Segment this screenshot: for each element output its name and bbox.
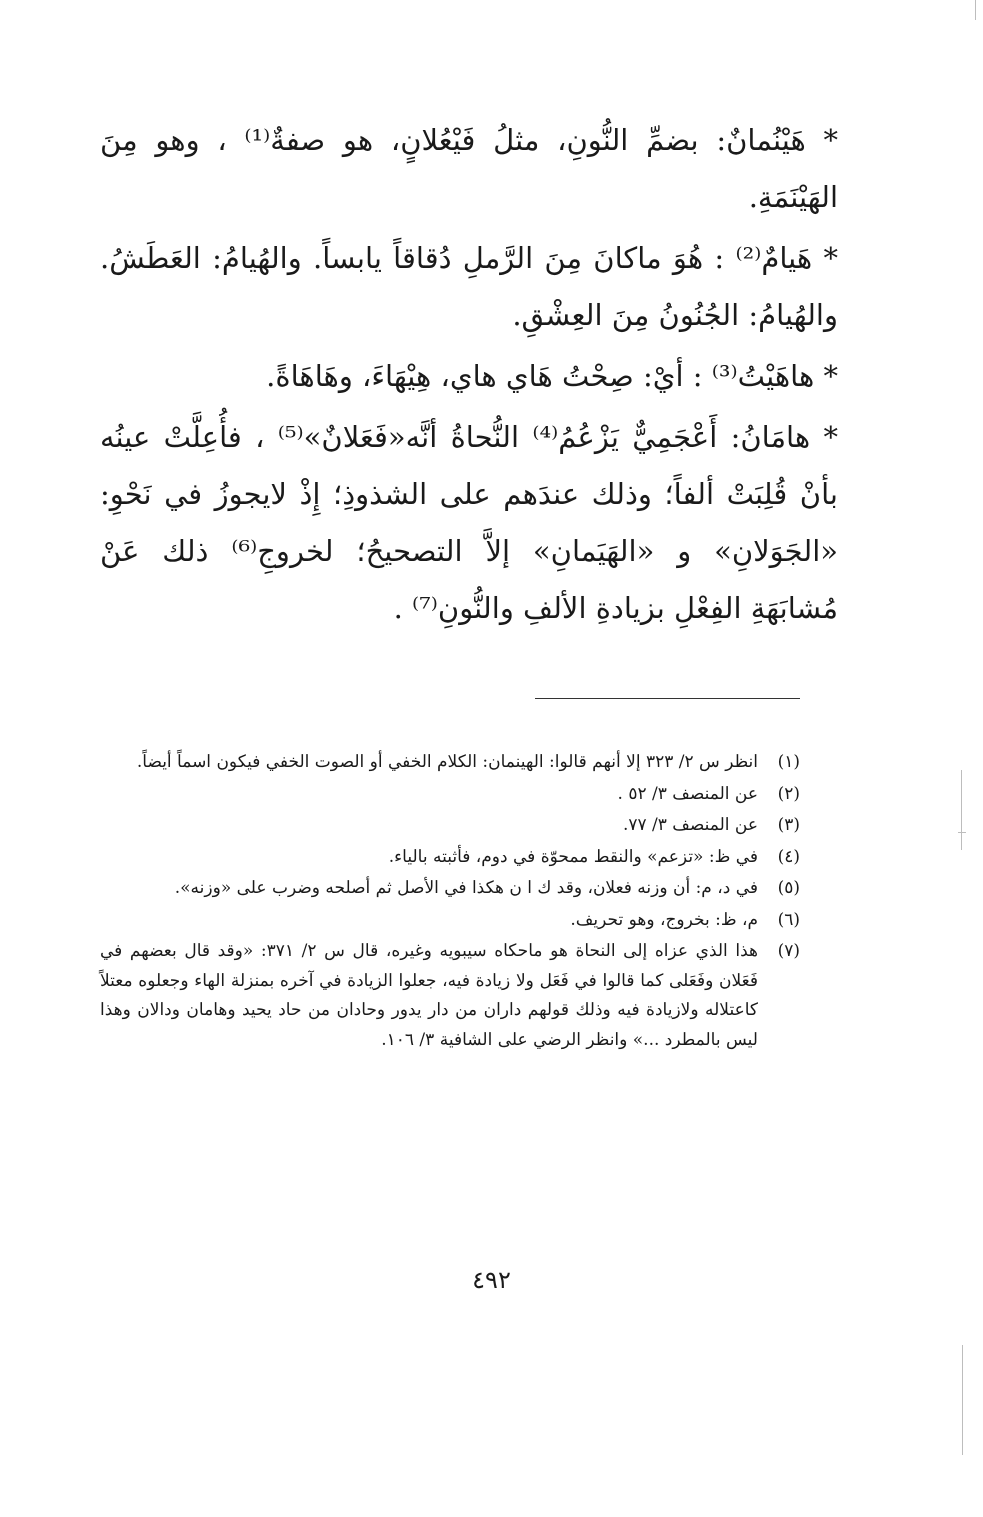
- entry-hayam: * هَيامٌ⁽²⁾ : هُوَ ماكانَ مِنَ الرَّملِ دُقاقاً يابساً. والهُيامُ: العَطَشُ. والهُيامُ: الجُنُونُ مِنَ العِشْقِ.: [100, 241, 838, 332]
- scan-artifact: [958, 832, 966, 833]
- footnote-text: انظر س ٢/ ٣٢٣ إلا أنهم قالوا: الهينمان: الكلام الخفي أو الصوت الخفي فيكون اسماً أيضاً.: [136, 752, 758, 772]
- footnote-number: (٦): [777, 909, 800, 930]
- footnote: [100, 780, 800, 810]
- entry-haynuman: * هَيْنُمانٌ: بضمِّ النُّونِ، مثلُ فَيْعُلانٍ، هو صفةٌ⁽¹⁾ ، وهو مِنَ الهَيْنَمَةِ.: [100, 123, 838, 214]
- entry-haman: * هامَانُ: أَعْجَمِيٌّ يَزْعُمُ⁽⁴⁾ النُّحاةُ أنَّه«فَعَلانٌ»⁽⁵⁾ ، فأُعِلَّتْ عينُه بأنْ قُلِبَتْ ألفاً؛ وذلك عندَهم على الشذوذِ؛ إِذْ لايجوزُ في نَحْوِ: «الجَوَلانِ» و «الهَيَمانِ» إلاَّ التصحيحُ؛ لخروجِ⁽⁶⁾ ذلك عَنْ مُشابَهَةِ الفِعْلِ بزيادةِ الألفِ والنُّونِ⁽⁷⁾ .: [100, 420, 838, 625]
- footnote: [100, 811, 800, 841]
- entry-hahaytu: * هاهَيْتُ⁽³⁾ : أيْ: صِحْتُ هَاي هاي، هِيْهَاءَ، وهَاهَاةً.: [266, 359, 838, 393]
- scan-artifact: [962, 1345, 963, 1455]
- footnote-divider: [535, 698, 800, 699]
- footnote-text: في د، م: أن وزنه فعلان، وقد ك ا ن هكذا في الأصل ثم أصلحه وضرب على «وزنه».: [174, 878, 758, 898]
- footnote-text: في ظ: «تزعم» والنقط ممحوّة في دوم، فأثبته بالياء.: [388, 846, 758, 867]
- footnote-text: عن المنصف ٣/ ٧٧.: [622, 815, 758, 835]
- footnote-number: (٤): [777, 846, 800, 867]
- footnote: [100, 937, 800, 1055]
- footnote-text: هذا الذي عزاه إلى النحاة هو ماحكاه سيبويه وغيره، قال س ٢/ ٣٧١: «وقد قال بعضهم في فَعَلان وفَعَلى كما قالوا في فَعَل ولا زيادة فيه، جعلوا الزيادة في آخره بمنزلة الهاء وجعلوه معتلاً كاعتلاله ولازيادة فيه وذلك قولهم داران من دار يدور وحادان من حاد يحيد وهامان ودالان وهذا ليس بالمطرد ...» وانظر الرضي على الشافية ٣/ ١٠٦.: [100, 941, 759, 1050]
- main-text-body: [100, 112, 838, 641]
- footnote: [100, 843, 800, 873]
- footnote-number: (١): [777, 752, 800, 772]
- footnote-text: م، ظ: بخروج، وهو تحريف.: [570, 909, 758, 930]
- footnote: [100, 748, 800, 778]
- footnote: [100, 874, 800, 904]
- scan-artifact: [961, 770, 962, 850]
- footnote-number: (٣): [777, 815, 800, 835]
- footnote-number: (٢): [777, 783, 800, 804]
- footnote: [100, 906, 800, 936]
- footnote-number: (٥): [777, 878, 800, 898]
- scan-artifact: [975, 0, 976, 20]
- page-number: ٤٩٢: [472, 1266, 511, 1294]
- footnote-text: عن المنصف ٣/ ٥٢ .: [617, 783, 758, 804]
- footnote-number: (٧): [777, 941, 800, 961]
- footnotes-section: [100, 748, 800, 1057]
